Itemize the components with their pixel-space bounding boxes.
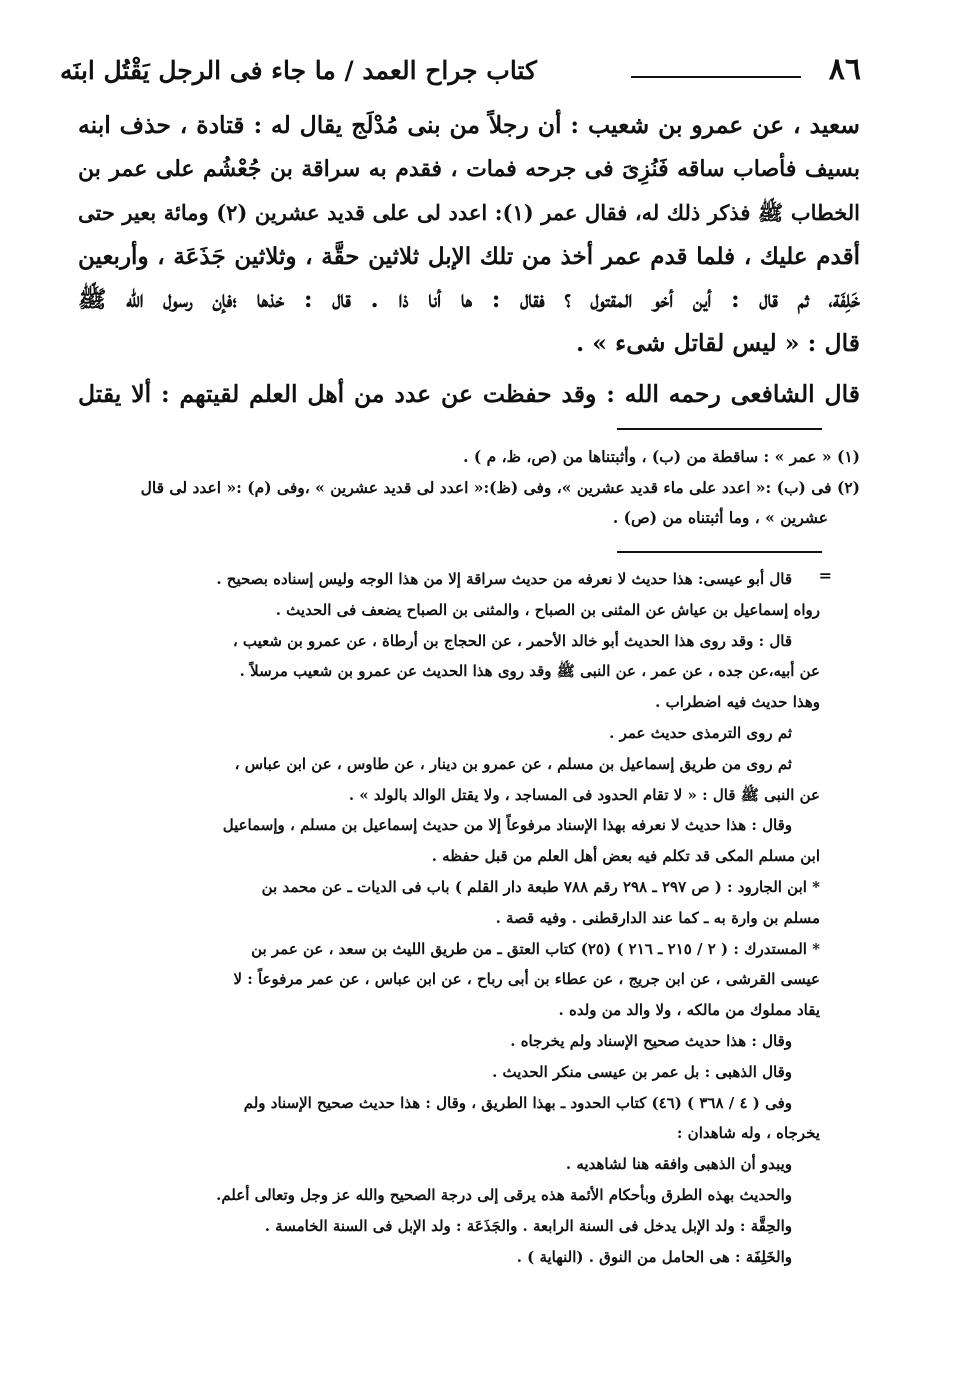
commentary-line: قال أبو عيسى: هذا حديث لا نعرفه من حديث سراقة إلا من هذا الوجه وليس إسناده بصحيح . — [216, 570, 792, 588]
commentary-line: يخرجاه ، وله شاهدان : — [676, 1124, 820, 1143]
commentary-line: والحِقَّة : ولد الإبل يدخل فى السنة الرابعة . والجَذَعَة : ولد الإبل فى السنة الخامسة . — [264, 1216, 792, 1235]
commentary-line: وفى ( ٤ / ٣٦٨ ) (٤٦) كتاب الحدود ـ بهذا الطريق ، وقال : هذا حديث صحيح الإسناد ولم — [243, 1093, 792, 1112]
running-title: كتاب جراح العمد / ما جاء فى الرجل يَقْتُل ابنَه — [60, 56, 537, 85]
commentary-line: ثم روى من طريق إسماعيل بن مسلم ، عن عمرو بن دينار ، عن طاوس ، عن ابن عباس ، — [234, 754, 792, 773]
continuation-mark: = — [818, 566, 832, 585]
commentary-line: * المستدرك : ( ٢ / ٢١٥ ـ ٢١٦ ) (٢٥) كتاب العتق ـ من طريق الليث بن سعد ، عن عمر بن — [251, 939, 820, 958]
commentary-line: ابن مسلم المكى قد تكلم فيه بعض أهل العلم من قبل حفظه . — [431, 847, 820, 866]
commentary-line: * ابن الجارود : ( ص ٢٩٧ ـ ٢٩٨ رقم ٧٨٨ طبعة دار القلم ) باب فى الديات ـ عن محمد بن — [261, 877, 820, 896]
main-text — [78, 104, 860, 417]
commentary-line: ثم روى الترمذى حديث عمر . — [609, 723, 792, 742]
commentary-line: يقاد مملوك من مالكه ، ولا والد من ولده . — [558, 1001, 820, 1020]
commentary-line: عن أبيه،عن جده ، عن عمر ، عن النبى ﷺ وقد روى هذا الحديث عن عمرو بن شعيب مرسلاً . — [239, 662, 820, 681]
footnote: (١) « عمر » : ساقطة من (ب) ، وأثبتناها من (ص، ظ، م ) . — [463, 447, 860, 466]
main-line: أقدم عليك ، فلما قدم عمر أخذ من تلك الإبل ثلاثين حقَّة ، وثلاثين جَذَعَة ، وأربعين — [78, 242, 860, 270]
page-number: ٨٦ — [828, 52, 861, 87]
commentary-line: قال : وقد روى هذا الحديث أبو خالد الأحمر ، عن الحجاج بن أرطاة ، عن عمرو بن شعيب ، — [232, 631, 792, 650]
main-line: قال : « ليس لقاتل شىء » . — [575, 328, 860, 357]
commentary-line: وقال الذهبى : بل عمر بن عيسى منكر الحديث . — [492, 1062, 792, 1081]
commentary-line: عن النبى ﷺ قال : « لا تقام الحدود فى المساجد ، ولا يقتل الوالد بالولد » . — [348, 785, 820, 804]
commentary-rule — [617, 551, 822, 553]
commentary-line: ويبدو أن الذهبى وافقه هنا لشاهديه . — [565, 1155, 792, 1174]
footnote: (٢) فى (ب) :« اعدد على ماء قديد عشرين »، وفى (ظ):« اعدد لى قديد عشرين » ،وفى (م) :« اعدد لى قال — [140, 477, 860, 497]
commentary-line: وقال : هذا حديث صحيح الإسناد ولم يخرجاه . — [510, 1031, 792, 1050]
commentary-line: عيسى القرشى ، عن ابن جريج ، عن عطاء بن أبى رباح ، عن ابن عباس ، عن عمر مرفوعاً : لا — [233, 970, 820, 989]
commentary-line: وهذا حديث فيه اضطراب . — [655, 693, 820, 712]
main-line: بسيف فأصاب ساقه فَنُزِىَ فى جرحه فمات ، فقدم به سراقة بن جُعْشُم على عمر بن — [78, 155, 860, 182]
footnote-continuation: عشرين » ، وما أثبتناه من (ص) . — [612, 508, 828, 527]
main-line: سعيد ، عن عمرو بن شعيب : أن رجلاً من بنى مُدْلَج يقال له : قتادة ، حذف ابنه — [78, 111, 860, 139]
commentary-line: مسلم بن وارة به ـ كما عند الدارقطنى . وفيه قصة . — [495, 908, 820, 927]
commentary-line: رواه إسماعيل بن عياش عن المثنى بن الصباح ، والمثنى بن الصباح يضعف فى الحديث . — [275, 600, 820, 619]
main-line: قال الشافعى رحمه الله : وقد حفظت عن عدد من أهل العلم لقيتهم : ألا يقتل — [78, 380, 860, 408]
main-line: الخطاب ﷺ فذكر ذلك له، فقال عمر (١): اعدد لى على قديد عشرين (٢) ومائة بعير حتى — [78, 200, 861, 225]
main-line: خَلِفَة، ثم قال : أين أخو المقتول ؟ فقال : ها أنا ذا . قال : خذها ؛فإن رسول الله ﷺ — [78, 285, 860, 313]
footnote-rule — [617, 428, 822, 430]
header-rule — [631, 76, 801, 78]
commentary-line: والخَلِفَة : هى الحامل من النوق . (النهاية ) . — [516, 1247, 792, 1266]
commentary-line: والحديث بهذه الطرق وبأحكام الأئمة هذه يرقى إلى درجة الصحيح والله عز وجل وتعالى أعلم. — [216, 1185, 792, 1204]
commentary-line: وقال : هذا حديث لا نعرفه بهذا الإسناد مرفوعاً إلا من حديث إسماعيل بن مسلم ، وإسماعيل — [222, 816, 792, 835]
running-header — [60, 52, 861, 92]
footnotes — [78, 442, 860, 534]
commentary — [76, 564, 820, 1272]
